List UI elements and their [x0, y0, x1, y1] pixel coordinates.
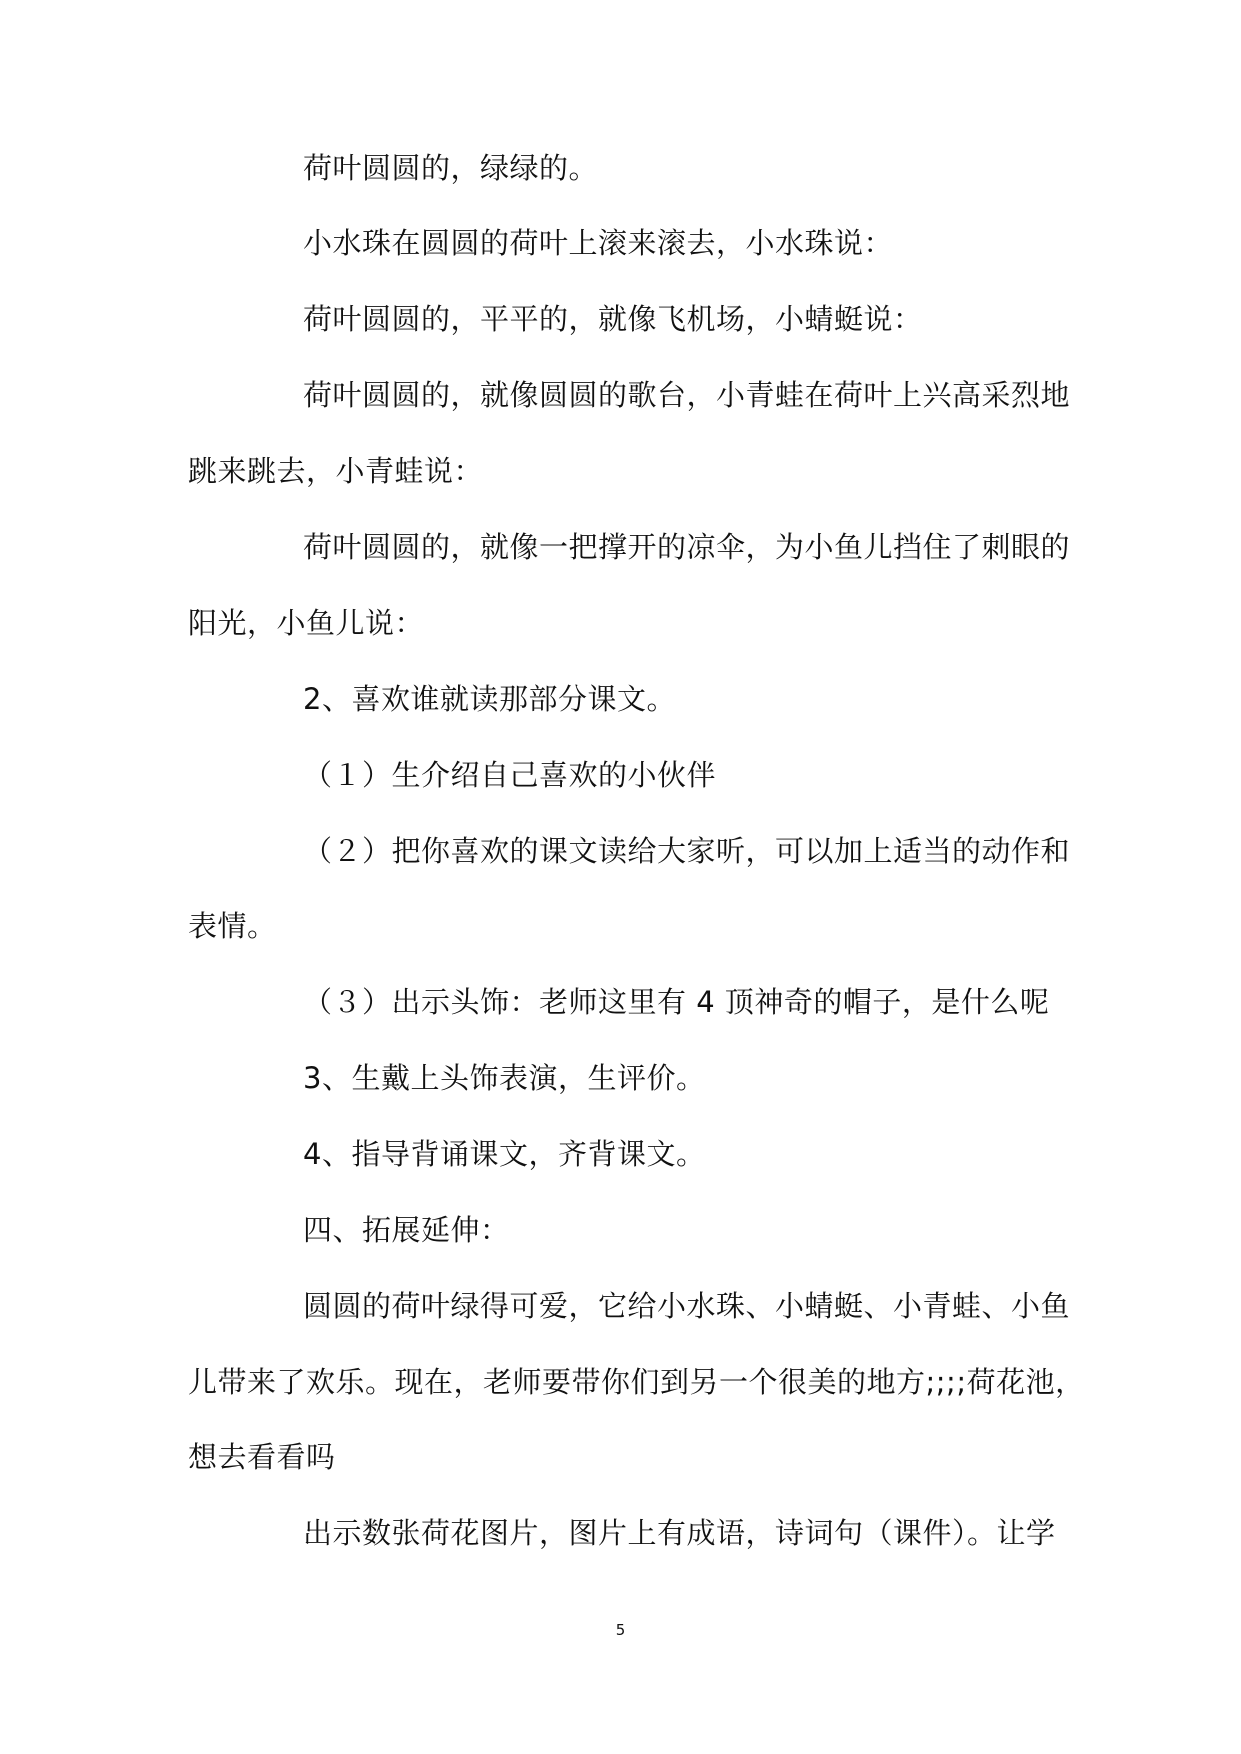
text-line: （１）生介绍自己喜欢的小伙伴 [303, 758, 717, 792]
page-number: 5 [615, 1621, 626, 1639]
text-line: 荷叶圆圆的，平平的，就像飞机场，小蜻蜓说： [303, 302, 923, 336]
text-line: 荷叶圆圆的，绿绿的。 [303, 151, 599, 185]
text-line: 儿带来了欢乐。现在，老师要带你们到另一个很美的地方;;;;荷花池， [188, 1365, 1085, 1399]
text-line: 荷叶圆圆的，就像圆圆的歌台，小青蛙在荷叶上兴高采烈地 [303, 378, 1071, 412]
text-line: 跳来跳去，小青蛙说： [188, 454, 484, 488]
section-heading: 四、拓展延伸： [303, 1213, 510, 1247]
text-line: 小水珠在圆圆的荷叶上滚来滚去，小水珠说： [303, 226, 894, 260]
text-line: 3、生戴上头饰表演，生评价。 [303, 1061, 706, 1095]
text-line: 出示数张荷花图片，图片上有成语，诗词句（课件）。让学 [303, 1516, 1056, 1550]
text-line: 圆圆的荷叶绿得可爱，它给小水珠、小蜻蜓、小青蛙、小鱼 [303, 1289, 1071, 1323]
text-line: 4、指导背诵课文，齐背课文。 [303, 1137, 706, 1171]
text-line: 2、喜欢谁就读那部分课文。 [303, 682, 676, 716]
text-line: （３）出示头饰：老师这里有 4 顶神奇的帽子，是什么呢 [303, 985, 1050, 1019]
text-line: （２）把你喜欢的课文读给大家听，可以加上适当的动作和 [303, 834, 1071, 868]
text-line: 表情。 [188, 909, 277, 943]
text-line: 阳光，小鱼儿说： [188, 606, 425, 640]
text-line: 荷叶圆圆的，就像一把撑开的凉伞，为小鱼儿挡住了刺眼的 [303, 530, 1071, 564]
text-line: 想去看看吗 [188, 1440, 336, 1474]
